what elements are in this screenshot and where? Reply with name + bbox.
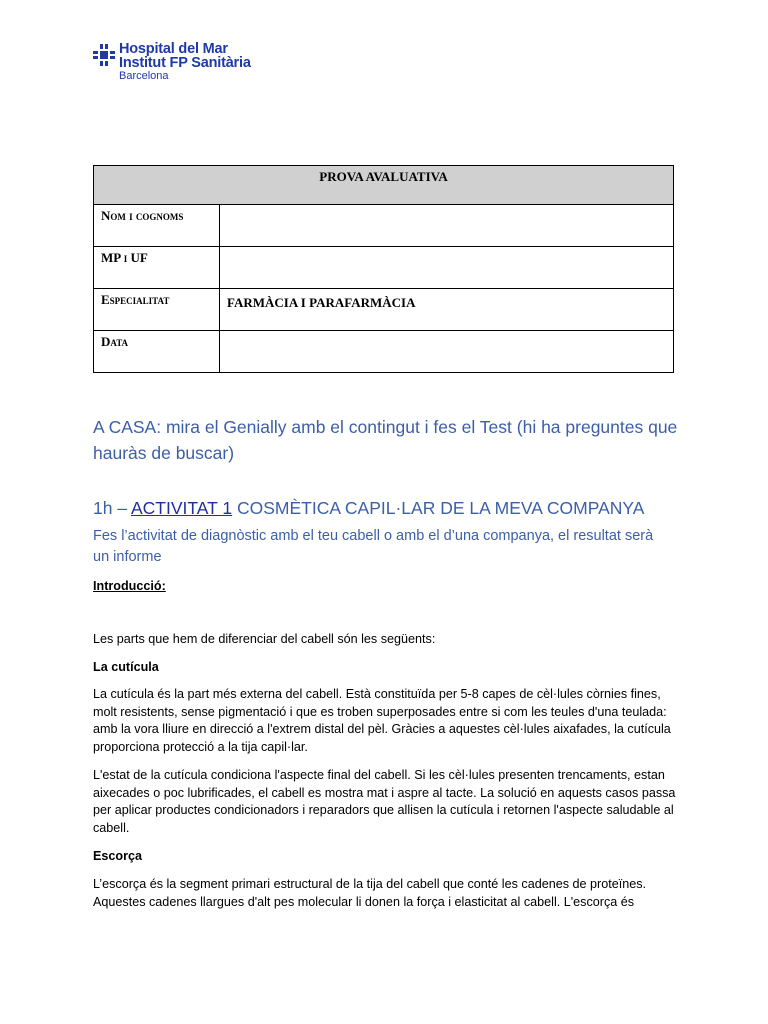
activity-title-text: COSMÈTICA CAPIL·LAR DE LA MEVA COMPANYA (232, 498, 645, 518)
activity-title (93, 498, 644, 519)
institution-logo (92, 42, 251, 82)
label-name: Nom i cognoms (94, 205, 220, 247)
activity-subtitle: Fes l’activitat de diagnòstic amb el teu cabell o amb el d’una companya, el resultat serà un informe (93, 528, 654, 565)
logo-institute: Institut FP Sanitària (119, 55, 251, 71)
label-mp-uf: MP i UF (94, 247, 220, 289)
hospital-cross-icon (92, 43, 116, 67)
activity-prefix: 1h – (93, 498, 131, 518)
specialty-field[interactable]: FARMÀCIA I PARAFARMÀCIA (220, 289, 674, 331)
mp-uf-field[interactable] (220, 247, 674, 289)
home-task-text: A CASA: mira el Genially amb el contingut i fes el Test (hi ha preguntes que hauràs de buscar) (93, 417, 678, 463)
cortex-paragraph-1: L’escorça és la segment primari estructural de la tija del cabell que conté les cadenes de proteïnes. Aquestes cadenes llargues d'alt pes molecular li donen la força i elasticitat al cabell. L'escorça és (93, 877, 647, 909)
intro-heading: Introducció: (93, 579, 166, 593)
cuticle-heading: La cutícula (93, 660, 159, 674)
evaluation-form-table (93, 165, 674, 373)
parts-paragraph: Les parts que hem de diferenciar del cabell són les següents: (93, 632, 436, 646)
label-specialty: Especialitat (94, 289, 220, 331)
label-date: Data (94, 331, 220, 373)
logo-city: Barcelona (119, 70, 169, 82)
activity-link[interactable]: ACTIVITAT 1 (130, 498, 233, 518)
name-field[interactable] (220, 205, 674, 247)
date-field[interactable] (220, 331, 674, 373)
cuticle-paragraph-1: La cutícula és la part més externa del cabell. Està constituïda per 5-8 capes de cèl·lules còrnies fines, molt resistents, sense pigmentació i que es troben superposades entre si com les teules d'una teulada: amb la vora lliure en direcció a l'extrem distal del pèl. Gràcies a aquestes cèl·lules aixafades, la cutícula proporciona protecció a la tija capil·lar. (93, 687, 671, 754)
logo-name: Hospital del Mar (119, 41, 228, 57)
form-header: PROVA AVALUATIVA (94, 166, 674, 205)
cortex-heading: Escorça (93, 849, 143, 863)
cuticle-paragraph-2: L'estat de la cutícula condiciona l'aspecte final del cabell. Si les cèl·lules presenten trencaments, estan aixecades o poc lubrificades, el cabell es mostra mat i aspre al tacte. La solució en aquests casos passa per aplicar productes condicionadors i reparadors que allisen la cutícula i retornen l'aspecte saludable al cabell. (93, 768, 676, 835)
